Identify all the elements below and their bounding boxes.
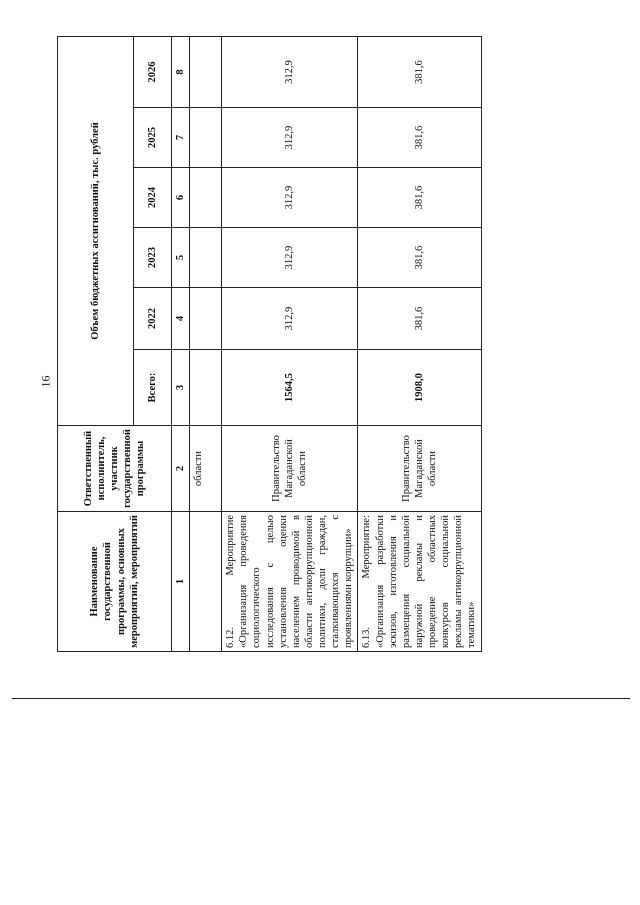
- table-cell: [190, 228, 222, 288]
- table-cell: [190, 350, 222, 426]
- row-value: 381,6: [358, 108, 481, 168]
- row-value: 312,9: [222, 108, 358, 168]
- header-year: 2025: [134, 108, 172, 168]
- table-row: [222, 36, 358, 651]
- header-year: 2022: [134, 288, 172, 350]
- page-number: 16: [38, 375, 53, 388]
- column-number: 2: [172, 426, 190, 512]
- header-budget: Объем бюджетных ассигнований, тыс. рублей: [58, 36, 134, 425]
- header-year: 2024: [134, 168, 172, 228]
- row-value: 312,9: [222, 228, 358, 288]
- budget-table: [57, 37, 478, 652]
- row-value: 381,6: [358, 36, 481, 107]
- row-value: 312,9: [222, 168, 358, 228]
- table-cell: [190, 108, 222, 168]
- rotated-table-frame: [57, 37, 478, 652]
- header-total: Всего:: [134, 350, 172, 426]
- header-name: Наименование государственной программы, основных мероприятий, мероприятий: [58, 512, 172, 652]
- table-cell: [190, 168, 222, 228]
- header-executor: Ответственный исполнитель, участник государственной программы: [58, 426, 172, 512]
- header-year: 2026: [134, 36, 172, 107]
- executor-cell: области: [190, 426, 222, 512]
- row-total: 1564,5: [222, 350, 358, 426]
- page-divider: [12, 698, 630, 699]
- row-executor: Правительство Магаданской области: [358, 426, 481, 512]
- column-number: 5: [172, 228, 190, 288]
- column-number: 7: [172, 108, 190, 168]
- column-number: 1: [172, 512, 190, 652]
- row-total: 1908,0: [358, 350, 481, 426]
- header-row: [58, 36, 134, 651]
- table-cell: [190, 288, 222, 350]
- row-value: 312,9: [222, 36, 358, 107]
- table-row: [358, 36, 481, 651]
- row-name: 6.12. Мероприятие «Организация проведения социологического исследования с целью установления оценки населением проводимой в области антикоррупционной политики, доли граждан, сталкивающихся с проявлениями коррупции»: [222, 512, 358, 652]
- table-cell: [190, 512, 222, 652]
- row-name: 6.13. Мероприятие: «Организация разработки эскизов, изготовления и размещения социальной наружной рекламы и проведение областных конкурсов социальной рекламы антикоррупционной тематики»: [358, 512, 481, 652]
- table-cell: [190, 36, 222, 107]
- row-value: 381,6: [358, 168, 481, 228]
- continuation-row: [190, 36, 222, 651]
- column-number: 6: [172, 168, 190, 228]
- column-number: 4: [172, 288, 190, 350]
- header-year: 2023: [134, 228, 172, 288]
- row-value: 381,6: [358, 228, 481, 288]
- column-number-row: [172, 36, 190, 651]
- row-value: 381,6: [358, 288, 481, 350]
- row-value: 312,9: [222, 288, 358, 350]
- row-executor: Правительство Магаданской области: [222, 426, 358, 512]
- column-number: 3: [172, 350, 190, 426]
- column-number: 8: [172, 36, 190, 107]
